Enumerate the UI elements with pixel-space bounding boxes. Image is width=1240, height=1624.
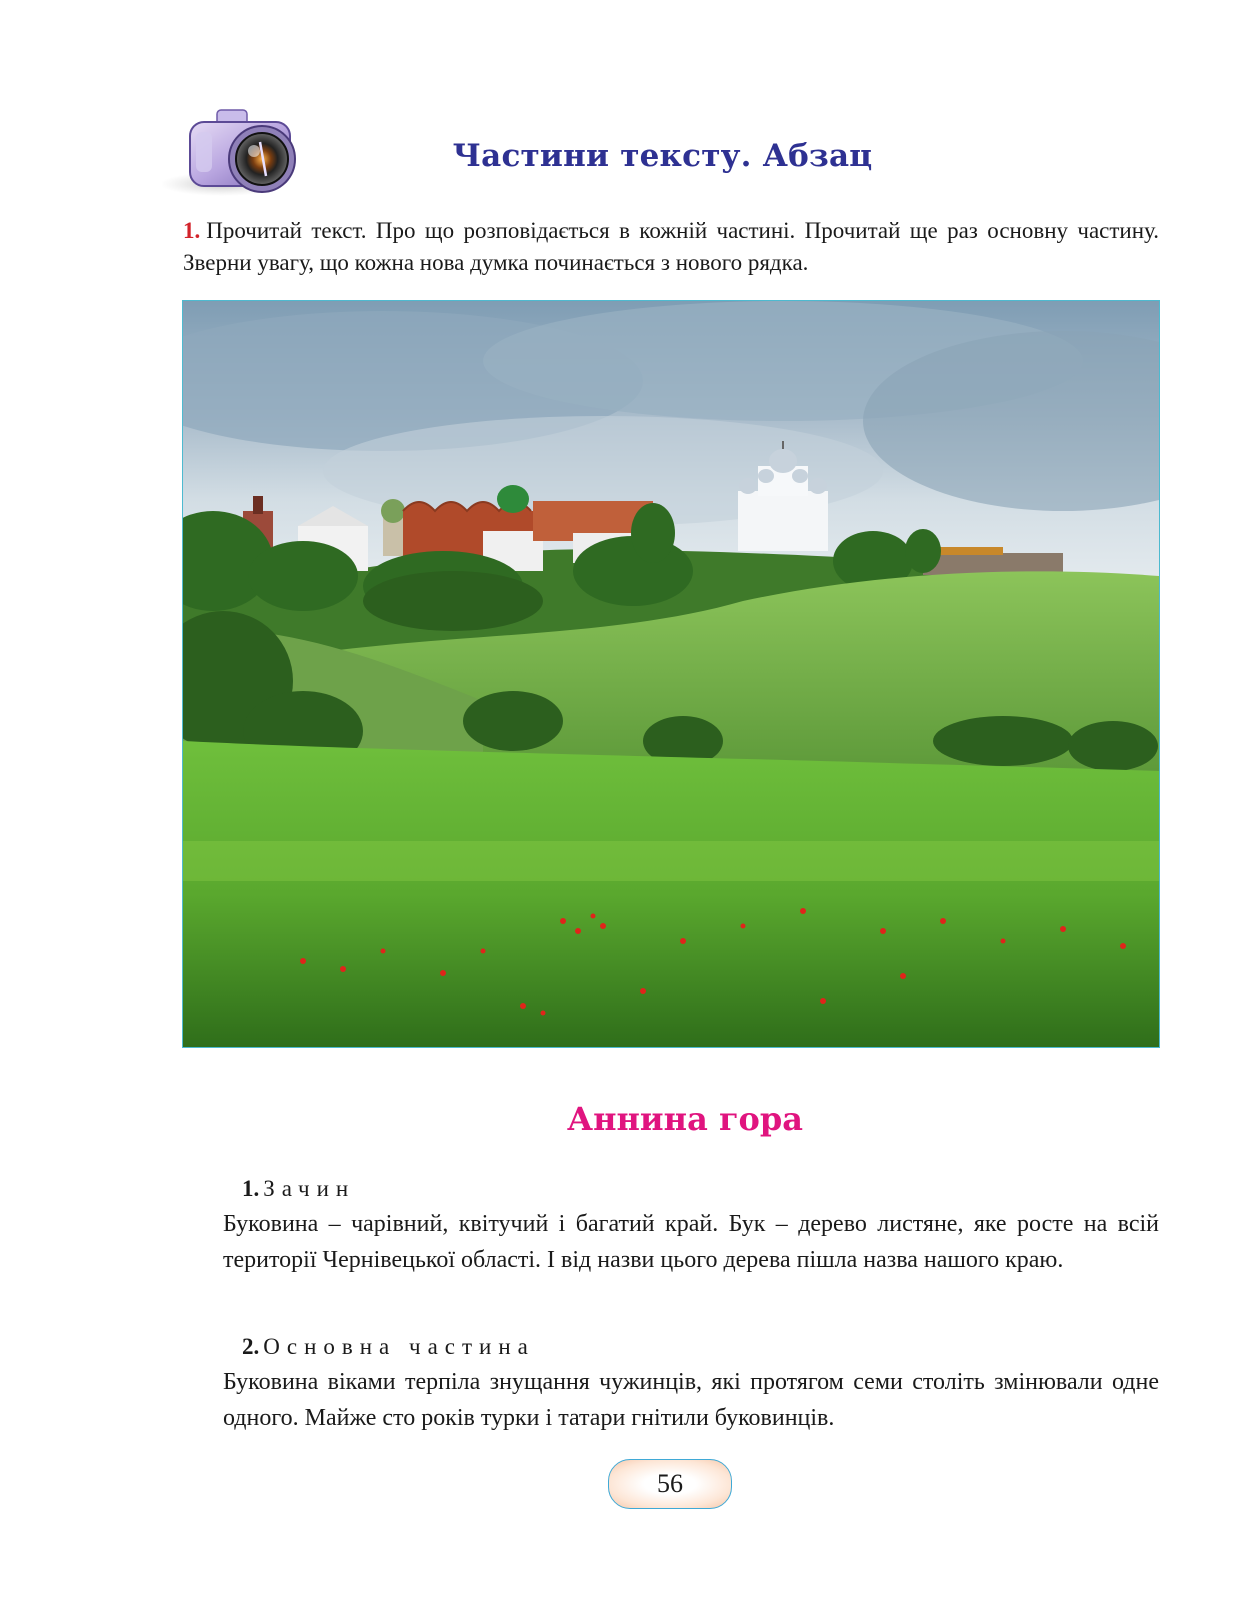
part-2-label: Основна частина [263,1334,535,1359]
landscape-photo [182,300,1160,1048]
part-1-heading [242,1176,355,1202]
part-2-paragraph: Буковина віками терпіла знущання чужинців, які протягом семи століть змінювали одне одного. Майже сто років турки і татари гнітили буковинців. [223,1369,1159,1431]
part-2-number: 2. [242,1334,260,1359]
task-text: Прочитай текст. Про що розповідається в кожній частині. Прочитай ще раз основну частину. Зверни увагу, що кожна нова думка починається з нового рядка. [183,218,1159,275]
part-1-paragraph: Буковина – чарівний, квітучий і багатий край. Бук – дерево листяне, яке росте на всій території Чернівецької області. І від назви цього дерева пішла назва нашого краю. [223,1211,1159,1273]
task-instruction [183,215,1159,279]
part-2-heading [242,1334,535,1360]
page-number: 56 [608,1459,732,1509]
task-number: 1. [183,218,201,243]
part-1-label: Зачин [263,1176,356,1201]
part-1-number: 1. [242,1176,260,1201]
lesson-title: Частини тексту. Абзац [452,138,873,174]
story-title: Аннина гора [567,1100,803,1138]
